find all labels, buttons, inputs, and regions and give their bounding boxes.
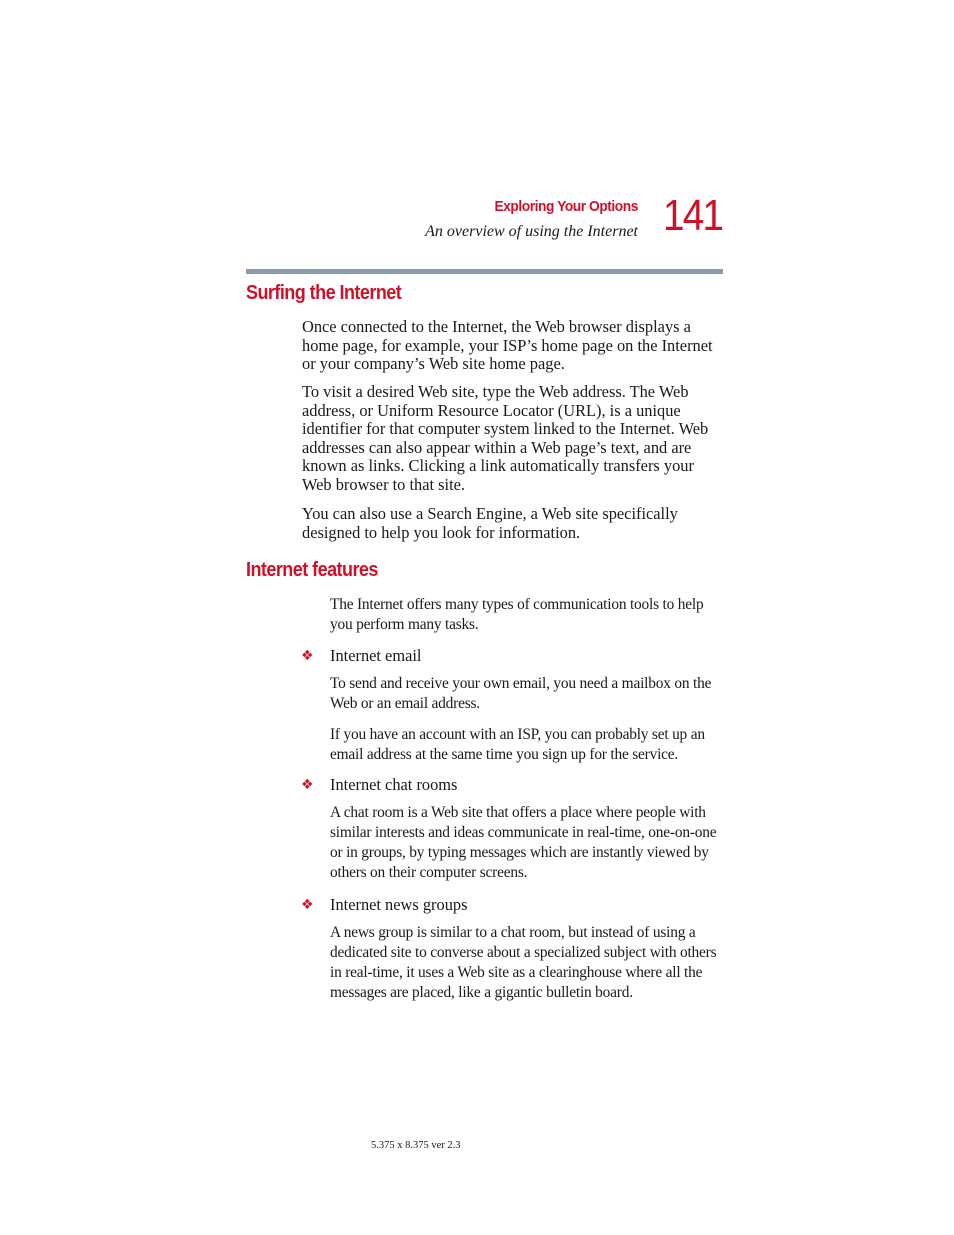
header-rule — [246, 269, 723, 274]
bullet-diamond-icon: ❖ — [301, 777, 314, 793]
paragraph-email-1: To send and receive your own email, you need a mailbox on the Web or an email address. — [330, 675, 712, 712]
bullet-label-internet-news-groups: Internet news groups — [330, 895, 468, 914]
paragraph-news-groups: A news group is similar to a chat room, but instead of using a dedicated site to converse about a specialized subject with others in real-time, it uses a Web site as a clearinghouse where all the messages are placed, like a gigantic bulletin board. — [330, 924, 717, 1001]
page-number: 141 — [663, 191, 723, 240]
heading-surfing-the-internet: Surfing the Internet — [246, 282, 402, 304]
bullet-diamond-icon: ❖ — [301, 648, 314, 664]
paragraph-features-intro: The Internet offers many types of communication tools to help you perform many tasks. — [330, 596, 704, 633]
bullet-diamond-icon: ❖ — [301, 897, 314, 913]
bullet-label-internet-email: Internet email — [330, 646, 422, 665]
heading-internet-features: Internet features — [246, 559, 378, 581]
paragraph-chat-rooms: A chat room is a Web site that offers a place where people with similar interests and ideas communicate in real-time, one-on-one or in groups, by typing messages which are instantly viewed by others on their computer screens. — [330, 804, 717, 881]
bullet-label-internet-chat-rooms: Internet chat rooms — [330, 775, 458, 794]
footer-version: 5.375 x 8.375 ver 2.3 — [371, 1140, 461, 1151]
paragraph-surfing-2: To visit a desired Web site, type the Web address. The Web address, or Uniform Resource Locator (URL), is a unique identifier for that computer system linked to the Internet. Web addresses can also appear within a Web page’s text, and are known as links. Clicking a link automatically transfers your Web browser to that site. — [302, 382, 709, 494]
paragraph-surfing-3: You can also use a Search Engine, a Web site specifically designed to help you look for information. — [302, 504, 678, 542]
paragraph-surfing-1: Once connected to the Internet, the Web browser displays a home page, for example, your ISP’s home page on the Internet or your company’s Web site home page. — [302, 317, 713, 374]
section-subtitle: An overview of using the Internet — [425, 223, 638, 240]
paragraph-email-2: If you have an account with an ISP, you can probably set up an email address at the same time you sign up for the service. — [330, 726, 705, 763]
chapter-title: Exploring Your Options — [494, 198, 638, 215]
